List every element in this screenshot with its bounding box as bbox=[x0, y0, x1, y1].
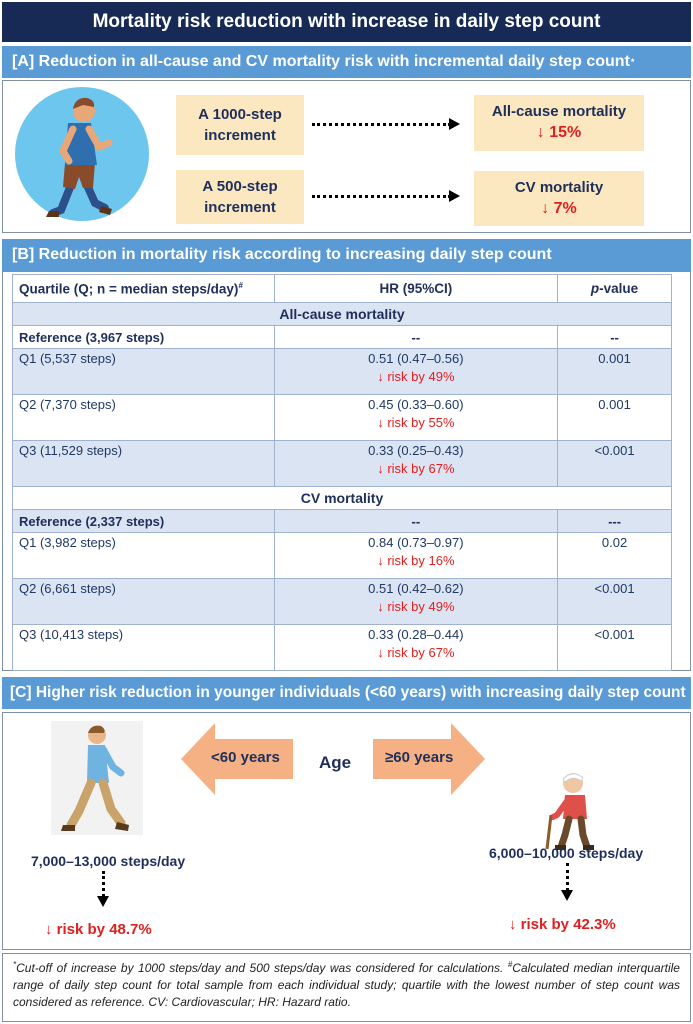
arrow-right-icon bbox=[449, 118, 460, 130]
outcome-box-cv bbox=[474, 171, 644, 226]
increment-box-500 bbox=[176, 170, 304, 224]
group-header: CV mortality bbox=[13, 487, 672, 510]
arrow-right-icon bbox=[449, 190, 460, 202]
increment-box-1000 bbox=[176, 95, 304, 155]
section-a-heading-text: [A] Reduction in all-cause and CV mortality risk with incremental daily step count bbox=[12, 53, 630, 70]
younger-arrow-label: <60 years bbox=[211, 749, 280, 766]
increment-label: A 1000-step bbox=[198, 106, 282, 123]
footnote-text: Calculated median interquartile range of daily step count for total sample from each individual study; quartile with the lowest number of step count was considered as reference. CV: Cardiovascular; HR: Hazard ratio. bbox=[13, 961, 680, 1010]
group-header: All-cause mortality bbox=[13, 303, 672, 326]
older-steps-label: 6,000–10,000 steps/day bbox=[489, 845, 644, 861]
section-c-heading-text: [C] Higher risk reduction in younger individuals (<60 years) with increasing daily step count bbox=[10, 684, 686, 701]
walking-person-icon bbox=[13, 85, 151, 223]
outcome-box-all-cause bbox=[474, 95, 644, 151]
footnote: *Cut-off of increase by 1000 steps/day and 500 steps/day was considered for calculations. #Calculated median interquartile range of daily step count for total sample from each individual study; quartile with the lowest number of step count was considered as reference. CV: Cardiovascular; HR: Hazard ratio. bbox=[2, 953, 691, 1022]
reduction-value: ↓ 7% bbox=[541, 199, 577, 217]
table-row: Reference (2,337 steps) -- --- bbox=[13, 510, 672, 533]
age-label: Age bbox=[319, 753, 352, 772]
col-p: p-value bbox=[558, 275, 672, 303]
dotted-arrow-line bbox=[566, 863, 569, 891]
arrow-down-icon bbox=[561, 890, 573, 901]
table-header-row bbox=[13, 275, 672, 303]
table-row: Q1 (3,982 steps) 0.84 (0.73–0.97) ↓ risk by 16% 0.02 bbox=[13, 533, 672, 579]
quartile-table bbox=[12, 274, 672, 671]
footnote-text: Cut-off of increase by 1000 steps/day and 500 steps/day was considered for calculations. bbox=[16, 961, 508, 975]
older-arrow-label: ≥60 years bbox=[385, 749, 454, 766]
table-row: Reference (3,967 steps) -- -- bbox=[13, 326, 672, 349]
increment-label: increment bbox=[204, 199, 276, 216]
table-row: Q1 (5,537 steps) 0.51 (0.47–0.56) ↓ risk by 49% 0.001 bbox=[13, 349, 672, 395]
section-b-heading-text: [B] Reduction in mortality risk according to increasing daily step count bbox=[12, 246, 552, 263]
younger-steps-label: 7,000–13,000 steps/day bbox=[31, 853, 186, 869]
increment-label: A 500-step bbox=[202, 178, 278, 195]
page-title: Mortality risk reduction with increase in daily step count bbox=[2, 2, 691, 42]
dotted-arrow-line bbox=[312, 123, 451, 126]
section-b-heading bbox=[2, 239, 691, 271]
increment-label: increment bbox=[204, 127, 276, 144]
outcome-label: CV mortality bbox=[514, 178, 604, 196]
section-c-heading bbox=[2, 677, 691, 709]
older-risk-reduction: ↓ risk by 42.3% bbox=[509, 916, 616, 933]
section-a-panel bbox=[2, 80, 691, 233]
younger-risk-reduction: ↓ risk by 48.7% bbox=[45, 921, 152, 938]
dotted-arrow-line bbox=[312, 195, 451, 198]
elderly-person-icon bbox=[539, 769, 611, 851]
col-hr: HR (95%CI) bbox=[274, 275, 558, 303]
arrow-down-icon bbox=[97, 896, 109, 907]
reduction-value: ↓ 15% bbox=[536, 124, 582, 142]
table-row: Q2 (7,370 steps) 0.45 (0.33–0.60) ↓ risk by 55% 0.001 bbox=[13, 395, 672, 441]
footnote-mark: * bbox=[630, 57, 635, 67]
table-row: Q3 (10,413 steps) 0.33 (0.28–0.44) ↓ risk by 67% <0.001 bbox=[13, 625, 672, 671]
section-a-heading bbox=[2, 46, 691, 78]
table-row: Q2 (6,661 steps) 0.51 (0.42–0.62) ↓ risk by 49% <0.001 bbox=[13, 579, 672, 625]
outcome-label: All-cause mortality bbox=[491, 103, 627, 121]
table-row: Q3 (11,529 steps) 0.33 (0.25–0.43) ↓ risk by 67% <0.001 bbox=[13, 441, 672, 487]
section-c-panel bbox=[2, 712, 691, 950]
young-walker-icon bbox=[51, 721, 143, 835]
col-quartile: Quartile (Q; n = median steps/day)# bbox=[13, 275, 275, 303]
dotted-arrow-line bbox=[102, 871, 105, 897]
